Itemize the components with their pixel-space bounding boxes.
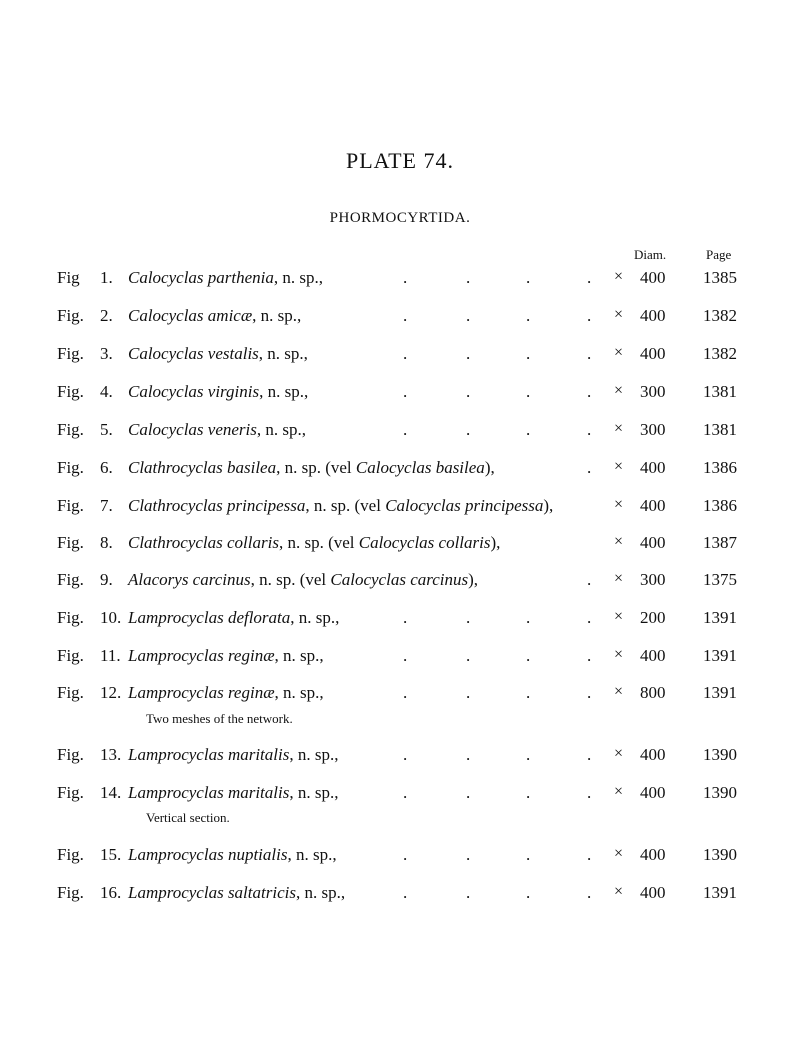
figure-note: Two meshes of the network. bbox=[146, 711, 293, 726]
page-number: 1390 bbox=[703, 783, 737, 802]
figure-row bbox=[0, 646, 800, 676]
leader-dot: . bbox=[587, 646, 592, 665]
leader-dot: . bbox=[587, 458, 592, 477]
leader-dot: . bbox=[466, 646, 471, 665]
leader-dot: . bbox=[526, 344, 531, 363]
magnification-sign: × bbox=[614, 458, 624, 475]
magnification-value: 300 bbox=[640, 570, 666, 589]
species-name: Lamprocyclas reginæ bbox=[128, 683, 275, 702]
leader-dot: . bbox=[466, 306, 471, 325]
species-qualifier: , n. sp., bbox=[290, 608, 340, 627]
species-qualifier: , n. sp., bbox=[295, 883, 346, 902]
species-description bbox=[128, 382, 308, 402]
page-number: 1391 bbox=[703, 883, 737, 902]
magnification-sign: × bbox=[614, 496, 624, 513]
figure-label: Fig. bbox=[57, 783, 84, 802]
plate-title: PLATE 74. bbox=[346, 148, 454, 173]
species-qualifier: , n. sp., bbox=[256, 420, 307, 439]
magnification-sign: × bbox=[614, 745, 624, 762]
leader-dot: . bbox=[587, 420, 592, 439]
magnification-value: 400 bbox=[640, 783, 666, 802]
figure-row bbox=[0, 570, 800, 600]
page-number: 1386 bbox=[703, 496, 737, 515]
leader-dot: . bbox=[403, 420, 408, 439]
leader-dot: . bbox=[403, 646, 408, 665]
leader-dot: . bbox=[587, 382, 592, 401]
species-qualifier: , n. sp. (vel bbox=[250, 570, 331, 589]
leader-dot: . bbox=[466, 420, 471, 439]
page-number: 1386 bbox=[703, 458, 737, 477]
species-name: Lamprocyclas deflorata bbox=[128, 608, 291, 627]
synonym-close: ), bbox=[543, 496, 554, 515]
figure-row bbox=[0, 783, 800, 813]
leader-dot: . bbox=[403, 783, 408, 802]
figure-number: 16. bbox=[100, 883, 122, 902]
synonym-close: ), bbox=[490, 533, 501, 552]
page-number: 1381 bbox=[703, 382, 737, 401]
leader-dot: . bbox=[403, 608, 408, 627]
leader-dot: . bbox=[466, 344, 471, 363]
figure-number: 15. bbox=[100, 845, 122, 864]
leader-dot: . bbox=[466, 608, 471, 627]
figure-label: Fig. bbox=[57, 883, 84, 902]
leader-dot: . bbox=[466, 745, 471, 764]
species-name: Lamprocyclas saltatricis bbox=[128, 883, 296, 902]
page-number: 1391 bbox=[703, 646, 737, 665]
figure-row bbox=[0, 344, 800, 374]
leader-dot: . bbox=[466, 268, 471, 287]
magnification-sign: × bbox=[614, 608, 624, 625]
figure-row bbox=[0, 533, 800, 563]
column-header-page: Page bbox=[706, 247, 732, 262]
figure-row bbox=[0, 306, 800, 336]
page-number: 1390 bbox=[703, 845, 737, 864]
species-qualifier: , n. sp., bbox=[274, 646, 324, 665]
figure-number: 7. bbox=[100, 496, 113, 515]
page-number: 1385 bbox=[703, 268, 737, 287]
magnification-value: 200 bbox=[640, 608, 666, 627]
figure-label: Fig. bbox=[57, 533, 84, 552]
species-description bbox=[128, 570, 478, 590]
column-header-diam: Diam. bbox=[634, 247, 667, 262]
leader-dot: . bbox=[466, 845, 471, 864]
magnification-sign: × bbox=[614, 382, 624, 399]
leader-dot: . bbox=[403, 883, 408, 902]
species-qualifier: , n. sp., bbox=[274, 683, 324, 702]
species-qualifier: , n. sp. (vel bbox=[276, 458, 356, 477]
leader-dot: . bbox=[526, 745, 531, 764]
species-qualifier: , n. sp., bbox=[289, 783, 339, 802]
magnification-value: 400 bbox=[640, 883, 666, 902]
leader-dot: . bbox=[587, 683, 592, 702]
leader-dot: . bbox=[587, 883, 592, 902]
figure-row bbox=[0, 883, 800, 913]
synonym-name: Calocyclas principessa bbox=[385, 496, 544, 515]
figure-row bbox=[0, 458, 800, 488]
synonym-name: Calocyclas basilea bbox=[355, 458, 485, 477]
magnification-sign: × bbox=[614, 683, 624, 700]
magnification-sign: × bbox=[614, 570, 624, 587]
leader-dot: . bbox=[587, 344, 592, 363]
species-name: Alacorys carcinus bbox=[128, 570, 251, 589]
figure-number: 2. bbox=[100, 306, 113, 325]
leader-dot: . bbox=[587, 570, 592, 589]
magnification-value: 300 bbox=[640, 382, 666, 401]
leader-dot: . bbox=[587, 783, 592, 802]
synonym-close: ), bbox=[468, 570, 479, 589]
leader-dot: . bbox=[403, 344, 408, 363]
figure-row bbox=[0, 420, 800, 450]
figure-number: 14. bbox=[100, 783, 122, 802]
species-name: Lamprocyclas maritalis bbox=[128, 783, 290, 802]
leader-dot: . bbox=[526, 268, 531, 287]
synonym-name: Calocyclas collaris bbox=[358, 533, 491, 552]
leader-dot: . bbox=[403, 745, 408, 764]
figure-number: 6. bbox=[100, 458, 113, 477]
species-description bbox=[128, 883, 345, 903]
species-description bbox=[128, 268, 323, 288]
figure-note: Vertical section. bbox=[146, 810, 230, 825]
species-description bbox=[128, 458, 495, 478]
species-description bbox=[128, 608, 339, 628]
leader-dot: . bbox=[587, 608, 592, 627]
figure-row bbox=[0, 496, 800, 526]
species-name: Lamprocyclas maritalis bbox=[128, 745, 290, 764]
leader-dot: . bbox=[403, 845, 408, 864]
species-description bbox=[128, 783, 338, 803]
species-qualifier: , n. sp. (vel bbox=[278, 533, 359, 552]
species-qualifier: , n. sp., bbox=[252, 306, 302, 325]
figure-label: Fig. bbox=[57, 458, 84, 477]
species-description bbox=[128, 683, 324, 703]
figure-number: 3. bbox=[100, 344, 113, 363]
species-name: Calocyclas veneris bbox=[128, 420, 257, 439]
figure-number: 1. bbox=[100, 268, 113, 287]
figure-number: 12. bbox=[100, 683, 122, 702]
species-name: Calocyclas vestalis bbox=[128, 344, 259, 363]
figure-number: 8. bbox=[100, 533, 113, 552]
species-description bbox=[128, 420, 306, 440]
figure-label: Fig. bbox=[57, 344, 84, 363]
leader-dot: . bbox=[466, 382, 471, 401]
figure-label: Fig. bbox=[57, 646, 84, 665]
figure-label: Fig bbox=[57, 268, 80, 287]
magnification-sign: × bbox=[614, 783, 624, 800]
magnification-sign: × bbox=[614, 268, 624, 285]
page-number: 1390 bbox=[703, 745, 737, 764]
page-number: 1387 bbox=[703, 533, 737, 552]
page-number: 1391 bbox=[703, 683, 737, 702]
species-qualifier: , n. sp., bbox=[287, 845, 337, 864]
species-name: Clathrocyclas principessa bbox=[128, 496, 306, 515]
species-description bbox=[128, 496, 553, 516]
species-name: Calocyclas parthenia bbox=[128, 268, 274, 287]
leader-dot: . bbox=[526, 683, 531, 702]
magnification-value: 400 bbox=[640, 268, 666, 287]
leader-dot: . bbox=[466, 883, 471, 902]
leader-dot: . bbox=[587, 268, 592, 287]
species-qualifier: , n. sp. (vel bbox=[305, 496, 386, 515]
leader-dot: . bbox=[526, 382, 531, 401]
magnification-value: 400 bbox=[640, 745, 666, 764]
figure-label: Fig. bbox=[57, 382, 84, 401]
figure-label: Fig. bbox=[57, 845, 84, 864]
leader-dot: . bbox=[466, 783, 471, 802]
page-number: 1382 bbox=[703, 344, 737, 363]
leader-dot: . bbox=[526, 883, 531, 902]
figure-number: 11. bbox=[100, 646, 121, 665]
leader-dot: . bbox=[526, 306, 531, 325]
species-qualifier: , n. sp., bbox=[258, 344, 308, 363]
magnification-value: 300 bbox=[640, 420, 666, 439]
species-name: Calocyclas virginis bbox=[128, 382, 260, 401]
leader-dot: . bbox=[403, 683, 408, 702]
leader-dot: . bbox=[403, 268, 408, 287]
figure-row bbox=[0, 845, 800, 875]
synonym-name: Calocyclas carcinus bbox=[330, 570, 469, 589]
page-number: 1382 bbox=[703, 306, 737, 325]
figure-row bbox=[0, 268, 800, 298]
leader-dot: . bbox=[466, 683, 471, 702]
figure-label: Fig. bbox=[57, 608, 84, 627]
magnification-sign: × bbox=[614, 646, 624, 663]
magnification-value: 400 bbox=[640, 496, 666, 515]
magnification-value: 400 bbox=[640, 306, 666, 325]
figure-row bbox=[0, 382, 800, 412]
magnification-sign: × bbox=[614, 845, 624, 862]
plate-subtitle: PHORMOCYRTIDA. bbox=[329, 210, 471, 226]
leader-dot: . bbox=[403, 382, 408, 401]
leader-dot: . bbox=[587, 845, 592, 864]
leader-dot: . bbox=[587, 745, 592, 764]
magnification-value: 400 bbox=[640, 533, 666, 552]
figure-number: 10. bbox=[100, 608, 122, 627]
magnification-value: 800 bbox=[640, 683, 666, 702]
figure-row bbox=[0, 608, 800, 638]
species-description bbox=[128, 306, 301, 326]
leader-dot: . bbox=[587, 306, 592, 325]
magnification-sign: × bbox=[614, 344, 624, 361]
figure-row bbox=[0, 745, 800, 775]
species-name: Clathrocyclas basilea bbox=[128, 458, 277, 477]
species-description bbox=[128, 344, 308, 364]
leader-dot: . bbox=[526, 646, 531, 665]
magnification-value: 400 bbox=[640, 458, 666, 477]
leader-dot: . bbox=[526, 608, 531, 627]
species-qualifier: , n. sp., bbox=[259, 382, 309, 401]
figure-label: Fig. bbox=[57, 745, 84, 764]
magnification-sign: × bbox=[614, 420, 624, 437]
species-name: Clathrocyclas collaris bbox=[128, 533, 279, 552]
magnification-sign: × bbox=[614, 306, 624, 323]
figure-number: 13. bbox=[100, 745, 122, 764]
page-number: 1391 bbox=[703, 608, 737, 627]
leader-dot: . bbox=[526, 420, 531, 439]
species-qualifier: , n. sp., bbox=[273, 268, 324, 287]
figure-label: Fig. bbox=[57, 683, 84, 702]
magnification-sign: × bbox=[614, 883, 624, 900]
page-number: 1375 bbox=[703, 570, 737, 589]
species-name: Lamprocyclas reginæ bbox=[128, 646, 275, 665]
figure-row bbox=[0, 683, 800, 713]
species-description bbox=[128, 646, 324, 666]
species-name: Lamprocyclas nuptialis bbox=[128, 845, 288, 864]
species-description bbox=[128, 533, 500, 553]
magnification-sign: × bbox=[614, 533, 624, 550]
figure-label: Fig. bbox=[57, 496, 84, 515]
leader-dot: . bbox=[526, 783, 531, 802]
species-description bbox=[128, 745, 338, 765]
species-name: Calocyclas amicæ bbox=[128, 306, 253, 325]
synonym-close: ), bbox=[484, 458, 495, 477]
magnification-value: 400 bbox=[640, 845, 666, 864]
figure-label: Fig. bbox=[57, 420, 84, 439]
figure-number: 5. bbox=[100, 420, 113, 439]
figure-number: 9. bbox=[100, 570, 113, 589]
leader-dot: . bbox=[526, 845, 531, 864]
page-number: 1381 bbox=[703, 420, 737, 439]
magnification-value: 400 bbox=[640, 646, 666, 665]
species-qualifier: , n. sp., bbox=[289, 745, 339, 764]
magnification-value: 400 bbox=[640, 344, 666, 363]
species-description bbox=[128, 845, 337, 865]
figure-label: Fig. bbox=[57, 570, 84, 589]
figure-label: Fig. bbox=[57, 306, 84, 325]
leader-dot: . bbox=[403, 306, 408, 325]
figure-number: 4. bbox=[100, 382, 113, 401]
